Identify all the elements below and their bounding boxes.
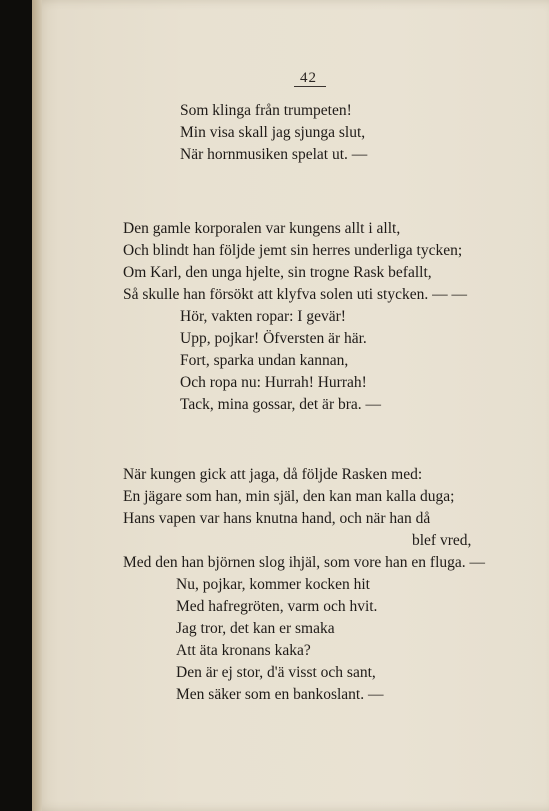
refrain-line: Jag tror, det kan er smaka bbox=[176, 620, 335, 637]
page-number-rule bbox=[294, 86, 326, 87]
refrain-line: Och ropa nu: Hurrah! Hurrah! bbox=[180, 374, 367, 391]
refrain-line: Upp, pojkar! Öfversten är här. bbox=[180, 330, 367, 347]
refrain-line: Med hafregröten, varm och hvit. bbox=[176, 598, 378, 615]
poem-line: Som klinga från trumpeten! bbox=[180, 102, 352, 119]
poem-line: Hans vapen var hans knutna hand, och när han då bbox=[123, 510, 431, 527]
poem-line: Min visa skall jag sjunga slut, bbox=[180, 124, 366, 141]
poem-line: Med den han björnen slog ihjäl, som vore han en fluga. — bbox=[123, 554, 486, 571]
refrain-line: Tack, mina gossar, det är bra. — bbox=[180, 396, 382, 413]
poem-line-continuation: blef vred, bbox=[412, 532, 472, 549]
poem-line: En jägare som han, min själ, den kan man kalla duga; bbox=[123, 488, 455, 505]
poem-line: När hornmusiken spelat ut. — bbox=[180, 146, 368, 163]
refrain-line: Den är ej stor, d'ä visst och sant, bbox=[176, 664, 376, 681]
refrain-line: Fort, sparka undan kannan, bbox=[180, 352, 349, 369]
refrain-line: Hör, vakten ropar: I gevär! bbox=[180, 308, 346, 325]
refrain-line: Men säker som en bankoslant. — bbox=[176, 686, 384, 703]
refrain-line: Att äta kronans kaka? bbox=[176, 642, 311, 659]
poem-line: Den gamle korporalen var kungens allt i allt, bbox=[123, 220, 401, 237]
poem-line: När kungen gick att jaga, då följde Rasken med: bbox=[123, 466, 423, 483]
poem-line: Om Karl, den unga hjelte, sin trogne Rask befallt, bbox=[123, 264, 432, 281]
book-spine bbox=[32, 0, 42, 811]
refrain-line: Nu, pojkar, kommer kocken hit bbox=[176, 576, 370, 593]
poem-line: Så skulle han försökt att klyfva solen uti stycken. — — bbox=[123, 286, 467, 303]
page-number: 42 bbox=[300, 70, 317, 86]
poem-line: Och blindt han följde jemt sin herres underliga tycken; bbox=[123, 242, 463, 259]
